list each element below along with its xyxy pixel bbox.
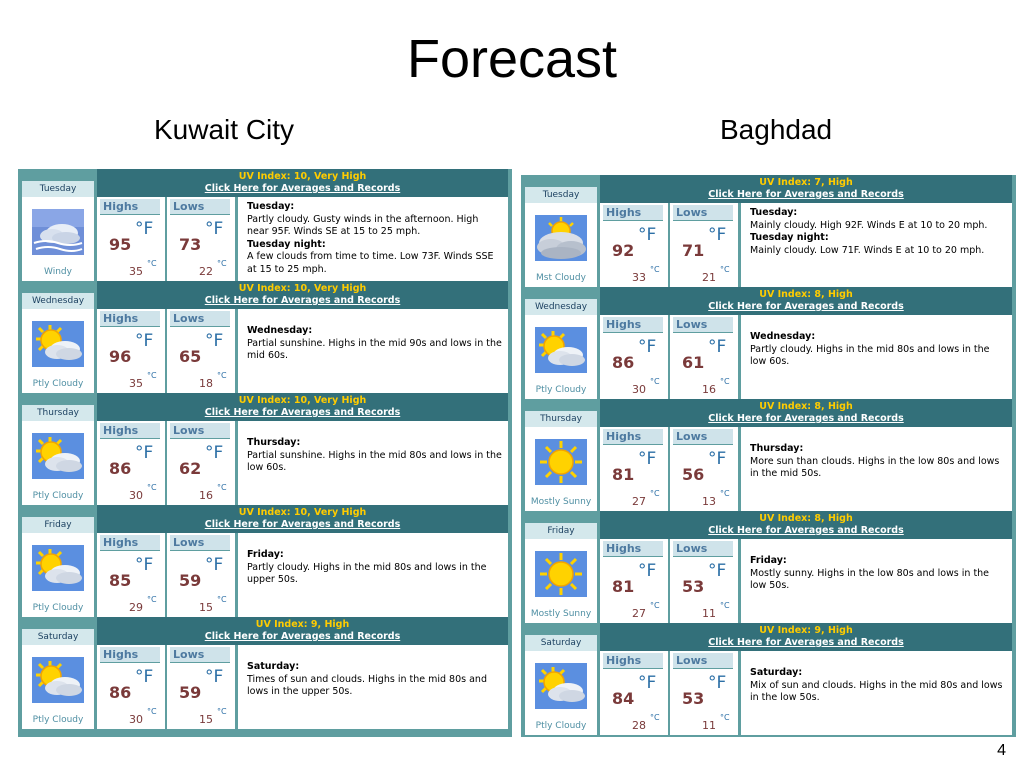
- lows-header: Lows: [673, 429, 733, 445]
- lows-header: Lows: [170, 199, 230, 215]
- high-temp-c: 35: [129, 265, 143, 278]
- forecast-day-row: [22, 505, 508, 617]
- highs-header: Highs: [100, 423, 160, 439]
- uv-index-bar: [600, 623, 1012, 651]
- fahrenheit-unit: °F: [708, 449, 727, 469]
- high-temp-c: 27: [632, 607, 646, 620]
- condition-label: Windy: [44, 267, 72, 277]
- partly-cloudy-icon: [535, 327, 587, 373]
- highs-header: Highs: [603, 429, 663, 445]
- condition-label: Ptly Cloudy: [32, 379, 84, 389]
- forecast-description: Partly cloudy. Highs in the mid 80s and lows in the low 60s.: [750, 343, 990, 367]
- condition-label: Ptly Cloudy: [32, 491, 84, 501]
- low-temp-box: [167, 309, 235, 393]
- day-tab-label: Thursday: [22, 405, 94, 421]
- city-title-kuwait: Kuwait City: [154, 114, 295, 145]
- day-tab-label: Friday: [525, 523, 597, 539]
- uv-index-bar: [97, 505, 508, 533]
- forecast-night-heading: Tuesday night:: [247, 238, 326, 250]
- forecast-text: [237, 197, 508, 281]
- forecast-description: Mostly sunny. Highs in the low 80s and lows in the low 50s.: [750, 567, 990, 591]
- fahrenheit-unit: °F: [638, 673, 657, 693]
- high-temp-c: 30: [129, 713, 143, 726]
- high-temp-c: 30: [129, 489, 143, 502]
- day-tab-label: Wednesday: [525, 299, 597, 315]
- uv-index-text: UV Index: 9, High: [255, 619, 350, 630]
- lows-header: Lows: [170, 535, 230, 551]
- day-icon-box: [22, 421, 94, 505]
- celsius-unit: °C: [217, 259, 227, 268]
- lows-header: Lows: [673, 205, 733, 221]
- low-temp-f: 53: [682, 577, 705, 596]
- high-temp-f: 86: [612, 353, 635, 372]
- celsius-unit: °C: [650, 489, 660, 498]
- highs-header: Highs: [100, 199, 160, 215]
- low-temp-c: 11: [702, 719, 716, 732]
- low-temp-c: 21: [702, 271, 716, 284]
- fahrenheit-unit: °F: [708, 225, 727, 245]
- low-temp-f: 59: [179, 571, 202, 590]
- low-temp-box: [670, 427, 738, 511]
- forecast-day-row: [525, 511, 1012, 623]
- high-temp-c: 28: [632, 719, 646, 732]
- condition-label: Ptly Cloudy: [535, 721, 587, 731]
- forecast-text: [740, 427, 1012, 511]
- fahrenheit-unit: °F: [205, 443, 224, 463]
- celsius-unit: °C: [217, 483, 227, 492]
- celsius-unit: °C: [720, 601, 730, 610]
- condition-label: Ptly Cloudy: [32, 715, 84, 725]
- low-temp-f: 65: [179, 347, 202, 366]
- lows-header: Lows: [170, 423, 230, 439]
- forecast-day-row: [525, 287, 1012, 399]
- forecast-description: Partly cloudy. Highs in the mid 80s and lows in the upper 50s.: [247, 561, 487, 585]
- low-temp-f: 71: [682, 241, 705, 260]
- day-tab-label: Friday: [22, 517, 94, 533]
- celsius-unit: °C: [650, 601, 660, 610]
- forecast-night-heading: Tuesday night:: [750, 232, 829, 243]
- high-temp-box: [600, 315, 668, 399]
- low-temp-f: 73: [179, 235, 202, 254]
- condition-label: Mostly Sunny: [530, 497, 592, 507]
- condition-label: Ptly Cloudy: [32, 603, 84, 613]
- high-temp-f: 81: [612, 465, 635, 484]
- high-temp-f: 86: [109, 459, 132, 478]
- averages-records-link[interactable]: Click Here for Averages and Records: [708, 637, 904, 648]
- highs-header: Highs: [603, 205, 663, 221]
- low-temp-box: [670, 651, 738, 735]
- forecast-text: [237, 533, 508, 617]
- high-temp-c: 30: [632, 383, 646, 396]
- high-temp-box: [600, 203, 668, 287]
- celsius-unit: °C: [147, 483, 157, 492]
- high-temp-box: [600, 539, 668, 623]
- page-number: 4: [997, 742, 1006, 759]
- uv-index-text: UV Index: 8, High: [759, 513, 853, 524]
- day-column: [525, 399, 597, 511]
- fahrenheit-unit: °F: [638, 449, 657, 469]
- lows-header: Lows: [673, 317, 733, 333]
- forecast-description: More sun than clouds. Highs in the low 80s and lows in the mid 50s.: [750, 455, 1000, 479]
- forecast-night-description: A few clouds from time to time. Low 73F. Winds SSE at 15 to 25 mph.: [247, 251, 494, 275]
- forecast-night-description: Mainly cloudy. Low 71F. Winds E at 10 to 20 mph.: [750, 244, 985, 256]
- uv-index-text: UV Index: 9, High: [759, 625, 853, 636]
- day-column: [22, 393, 94, 505]
- day-tab-label: Wednesday: [22, 293, 94, 309]
- day-column: [22, 617, 94, 729]
- high-temp-box: [97, 197, 165, 281]
- forecast-day-row: [525, 175, 1012, 287]
- forecast-day-row: [22, 281, 508, 393]
- low-temp-f: 53: [682, 689, 705, 708]
- celsius-unit: °C: [217, 595, 227, 604]
- fahrenheit-unit: °F: [205, 331, 224, 351]
- forecast-heading: Saturday:: [750, 667, 803, 678]
- high-temp-f: 84: [612, 689, 635, 708]
- low-temp-f: 56: [682, 465, 705, 484]
- day-column: [22, 281, 94, 393]
- uv-index-text: UV Index: 10, Very High: [238, 507, 367, 518]
- celsius-unit: °C: [147, 259, 157, 268]
- forecast-heading: Friday:: [247, 549, 284, 560]
- day-column: [22, 505, 94, 617]
- uv-index-text: UV Index: 10, Very High: [238, 395, 367, 406]
- condition-label: Mst Cloudy: [536, 273, 586, 283]
- uv-index-bar: [97, 169, 508, 197]
- forecast-heading: Saturday:: [247, 661, 300, 672]
- lows-header: Lows: [170, 311, 230, 327]
- slide-title: Forecast: [406, 29, 618, 89]
- averages-records-link[interactable]: Click Here for Averages and Records: [708, 301, 904, 312]
- low-temp-c: 11: [702, 607, 716, 620]
- low-temp-box: [167, 197, 235, 281]
- forecast-text: [740, 315, 1012, 399]
- low-temp-box: [670, 203, 738, 287]
- forecast-description: Partial sunshine. Highs in the mid 90s and lows in the mid 60s.: [247, 337, 502, 361]
- uv-index-bar: [97, 393, 508, 421]
- low-temp-box: [670, 539, 738, 623]
- celsius-unit: °C: [720, 265, 730, 274]
- forecast-description: Mix of sun and clouds. Highs in the mid 80s and lows in the low 50s.: [750, 679, 1003, 703]
- low-temp-c: 22: [199, 265, 213, 278]
- high-temp-box: [97, 421, 165, 505]
- celsius-unit: °C: [217, 371, 227, 380]
- celsius-unit: °C: [720, 489, 730, 498]
- celsius-unit: °C: [147, 707, 157, 716]
- high-temp-f: 81: [612, 577, 635, 596]
- fahrenheit-unit: °F: [708, 561, 727, 581]
- condition-label: Mostly Sunny: [530, 609, 592, 619]
- low-temp-c: 18: [199, 377, 213, 390]
- low-temp-f: 62: [179, 459, 202, 478]
- forecast-text: [237, 309, 508, 393]
- partly-cloudy-icon: [32, 657, 84, 703]
- day-column: [525, 623, 597, 735]
- celsius-unit: °C: [720, 713, 730, 722]
- forecast-text: [237, 645, 508, 729]
- high-temp-box: [97, 309, 165, 393]
- uv-index-text: UV Index: 10, Very High: [238, 171, 367, 182]
- fahrenheit-unit: °F: [708, 673, 727, 693]
- averages-records-link[interactable]: Click Here for Averages and Records: [204, 183, 401, 194]
- fahrenheit-unit: °F: [205, 219, 224, 239]
- day-icon-box: [22, 533, 94, 617]
- lows-header: Lows: [170, 647, 230, 663]
- high-temp-box: [600, 427, 668, 511]
- forecast-description: Partly cloudy. Gusty winds in the afternoon. High near 95F. Winds SE at 15 to 25 mph.: [247, 213, 479, 237]
- fahrenheit-unit: °F: [135, 219, 154, 239]
- low-temp-c: 15: [199, 601, 213, 614]
- fahrenheit-unit: °F: [135, 331, 154, 351]
- uv-index-bar: [97, 281, 508, 309]
- forecast-panel-baghdad: [521, 175, 1016, 737]
- celsius-unit: °C: [147, 595, 157, 604]
- low-temp-c: 13: [702, 495, 716, 508]
- forecast-heading: Tuesday:: [750, 207, 798, 218]
- high-temp-box: [97, 645, 165, 729]
- celsius-unit: °C: [147, 371, 157, 380]
- day-icon-box: [525, 651, 597, 735]
- high-temp-f: 95: [109, 235, 132, 254]
- day-tab-label: Tuesday: [22, 181, 94, 197]
- highs-header: Highs: [603, 541, 663, 557]
- forecast-day-row: [525, 399, 1012, 511]
- fahrenheit-unit: °F: [638, 337, 657, 357]
- celsius-unit: °C: [720, 377, 730, 386]
- celsius-unit: °C: [650, 713, 660, 722]
- low-temp-f: 59: [179, 683, 202, 702]
- averages-records-link[interactable]: Click Here for Averages and Records: [708, 189, 904, 200]
- lows-header: Lows: [673, 541, 733, 557]
- day-icon-box: [525, 315, 597, 399]
- uv-index-text: UV Index: 8, High: [759, 401, 853, 412]
- forecast-heading: Friday:: [750, 555, 787, 566]
- sunny-icon: [535, 551, 587, 597]
- forecast-day-row: [22, 617, 508, 729]
- day-icon-box: [22, 309, 94, 393]
- highs-header: Highs: [603, 317, 663, 333]
- forecast-day-row: [22, 393, 508, 505]
- day-tab-label: Thursday: [525, 411, 597, 427]
- day-icon-box: [525, 539, 597, 623]
- day-column: [22, 169, 94, 281]
- uv-index-bar: [600, 399, 1012, 427]
- forecast-description: Mainly cloudy. High 92F. Winds E at 10 to 20 mph.: [750, 219, 988, 231]
- day-tab-label: Tuesday: [525, 187, 597, 203]
- highs-header: Highs: [603, 653, 663, 669]
- forecast-text: [740, 539, 1012, 623]
- forecast-heading: Thursday:: [750, 443, 804, 454]
- forecast-day-row: [22, 169, 508, 281]
- low-temp-f: 61: [682, 353, 705, 372]
- forecast-panel-kuwait: [18, 169, 512, 737]
- windy-cloud-icon: [32, 209, 84, 255]
- condition-label: Ptly Cloudy: [535, 385, 587, 395]
- forecast-heading: Tuesday:: [247, 201, 295, 212]
- uv-index-bar: [600, 511, 1012, 539]
- uv-index-bar: [600, 175, 1012, 203]
- mostly-cloudy-icon: [535, 215, 587, 261]
- fahrenheit-unit: °F: [708, 337, 727, 357]
- lows-header: Lows: [673, 653, 733, 669]
- fahrenheit-unit: °F: [638, 561, 657, 581]
- day-column: [525, 511, 597, 623]
- partly-cloudy-icon: [32, 545, 84, 591]
- forecast-heading: Wednesday:: [247, 325, 313, 336]
- fahrenheit-unit: °F: [205, 667, 224, 687]
- averages-records-link[interactable]: Click Here for Averages and Records: [204, 631, 401, 642]
- day-column: [525, 287, 597, 399]
- low-temp-box: [167, 645, 235, 729]
- low-temp-c: 15: [199, 713, 213, 726]
- uv-index-text: UV Index: 7, High: [759, 177, 853, 188]
- celsius-unit: °C: [217, 707, 227, 716]
- forecast-description: Partial sunshine. Highs in the mid 80s and lows in the low 60s.: [247, 449, 502, 473]
- forecast-heading: Thursday:: [247, 437, 301, 448]
- forecast-text: [237, 421, 508, 505]
- fahrenheit-unit: °F: [638, 225, 657, 245]
- averages-records-link[interactable]: Click Here for Averages and Records: [708, 525, 904, 536]
- fahrenheit-unit: °F: [205, 555, 224, 575]
- city-title-baghdad: Baghdad: [720, 114, 833, 145]
- averages-records-link[interactable]: Click Here for Averages and Records: [204, 407, 401, 418]
- sunny-icon: [535, 439, 587, 485]
- day-tab-label: Saturday: [22, 629, 94, 645]
- low-temp-box: [167, 421, 235, 505]
- celsius-unit: °C: [650, 265, 660, 274]
- forecast-text: [740, 651, 1012, 735]
- day-icon-box: [525, 203, 597, 287]
- low-temp-c: 16: [199, 489, 213, 502]
- highs-header: Highs: [100, 535, 160, 551]
- high-temp-c: 33: [632, 271, 646, 284]
- uv-index-text: UV Index: 8, High: [759, 289, 853, 300]
- partly-cloudy-icon: [32, 321, 84, 367]
- partly-cloudy-icon: [535, 663, 587, 709]
- day-icon-box: [525, 427, 597, 511]
- high-temp-f: 92: [612, 241, 635, 260]
- day-tab-label: Saturday: [525, 635, 597, 651]
- high-temp-box: [600, 651, 668, 735]
- high-temp-box: [97, 533, 165, 617]
- fahrenheit-unit: °F: [135, 667, 154, 687]
- day-column: [525, 175, 597, 287]
- high-temp-f: 86: [109, 683, 132, 702]
- high-temp-c: 29: [129, 601, 143, 614]
- forecast-day-row: [525, 623, 1012, 735]
- high-temp-f: 96: [109, 347, 132, 366]
- low-temp-box: [670, 315, 738, 399]
- low-temp-box: [167, 533, 235, 617]
- forecast-description: Times of sun and clouds. Highs in the mid 80s and lows in the upper 50s.: [247, 673, 487, 697]
- forecast-text: [740, 203, 1012, 287]
- high-temp-f: 85: [109, 571, 132, 590]
- averages-records-link[interactable]: Click Here for Averages and Records: [708, 413, 904, 424]
- partly-cloudy-icon: [32, 433, 84, 479]
- day-icon-box: [22, 197, 94, 281]
- highs-header: Highs: [100, 647, 160, 663]
- uv-index-text: UV Index: 10, Very High: [238, 283, 367, 294]
- high-temp-c: 27: [632, 495, 646, 508]
- forecast-heading: Wednesday:: [750, 331, 816, 342]
- day-icon-box: [22, 645, 94, 729]
- uv-index-bar: [97, 617, 508, 645]
- low-temp-c: 16: [702, 383, 716, 396]
- averages-records-link[interactable]: Click Here for Averages and Records: [204, 295, 401, 306]
- averages-records-link[interactable]: Click Here for Averages and Records: [204, 519, 401, 530]
- uv-index-bar: [600, 287, 1012, 315]
- high-temp-c: 35: [129, 377, 143, 390]
- fahrenheit-unit: °F: [135, 555, 154, 575]
- highs-header: Highs: [100, 311, 160, 327]
- fahrenheit-unit: °F: [135, 443, 154, 463]
- celsius-unit: °C: [650, 377, 660, 386]
